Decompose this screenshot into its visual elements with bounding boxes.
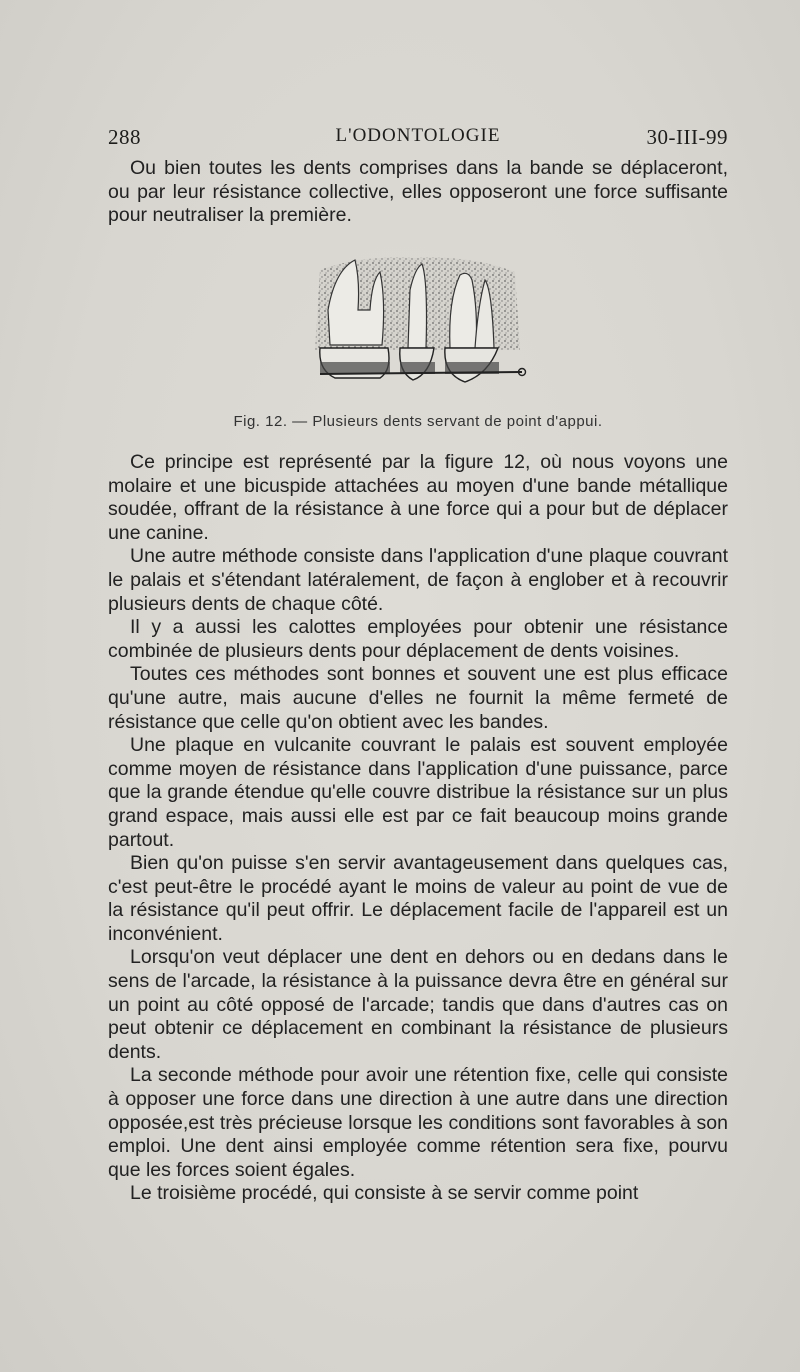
teeth-illustration xyxy=(300,250,530,400)
teeth-figure xyxy=(300,250,530,400)
paragraph: Lorsqu'on veut déplacer une dent en dehors ou en dedans dans le sens de l'arcade, la résistance à la puissance devra être en général sur un point au côté opposé de l'arcade; tandis que dans d'autres cas on peut obtenir ce déplacement en combinant la résistance de plusieurs dents. xyxy=(108,946,728,1063)
paragraph: Ou bien toutes les dents comprises dans la bande se déplaceront, ou par leur résistance collective, elles opposeront une force suffisante pour neutraliser la première. xyxy=(108,157,728,227)
paragraph: Le troisième procédé, qui consiste à se servir comme point xyxy=(130,1182,639,1205)
paragraph: Une autre méthode consiste dans l'application d'une plaque couvrant le palais et s'étendant latéralement, de façon à englober et à recouvrir plusieurs dents de chaque côté. xyxy=(108,545,728,615)
paragraph: Une plaque en vulcanite couvrant le palais est souvent employée comme moyen de résistance dans l'application d'une puissance, parce que la grande étendue qu'elle couvre distribue la résistance sur un plus grand espace, mais aussi elle est par ce fait beaucoup moins grande partout. xyxy=(108,734,728,851)
paragraph: Ce principe est représenté par la figure 12, où nous voyons une molaire et une bicuspide attachées au moyen d'une bande métallique soudée, offrant de la résistance à une force qui a pour but de déplacer une canine. xyxy=(108,451,728,544)
paragraph: Il y a aussi les calottes employées pour obtenir une résistance combinée de plusieurs dents pour déplacement de dents voisines. xyxy=(108,616,728,662)
paragraph: Toutes ces méthodes sont bonnes et souvent une est plus efficace qu'une autre, mais aucune d'elles ne fournit la même fermeté de résistance que celle qu'on obtient avec les bandes. xyxy=(108,663,728,733)
issue-date: 30-III-99 xyxy=(646,125,728,149)
running-header xyxy=(108,125,728,155)
figure-caption: Fig. 12. — Plusieurs dents servant de point d'appui. xyxy=(233,413,603,430)
journal-title: L'ODONTOLOGIE xyxy=(335,125,501,146)
intro-text xyxy=(108,157,728,228)
body-text xyxy=(108,451,728,1206)
page-number: 288 xyxy=(108,125,141,149)
paragraph: La seconde méthode pour avoir une rétention fixe, celle qui consiste à opposer une force dans une direction à une autre dans une direction opposée,est très précieuse lorsque les conditions sont favorables à son emploi. Une dent ainsi employée comme rétention sera fixe, pourvu que les forces soient égales. xyxy=(108,1064,728,1181)
paragraph: Bien qu'on puisse s'en servir avantageusement dans quelques cas, c'est peut-être le procédé ayant le moins de valeur au point de vue de la résistance qu'il peut offrir. Le déplacement facile de l'appareil est un inconvénient. xyxy=(108,852,728,945)
